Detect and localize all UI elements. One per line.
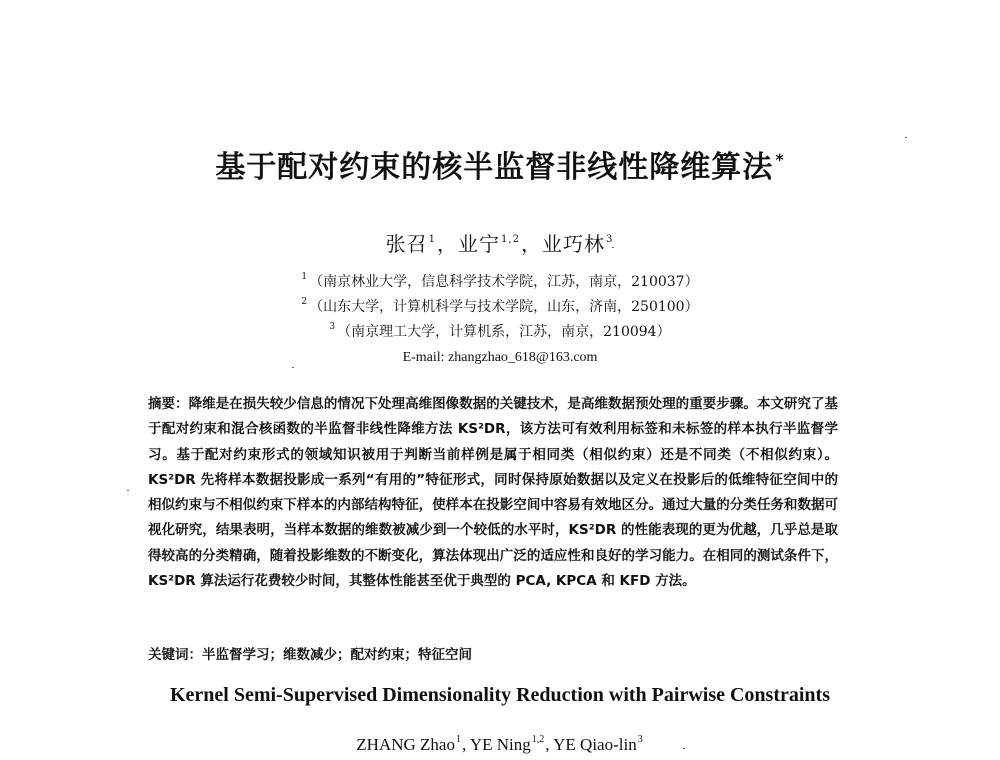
author-cn-1: 张召 — [385, 232, 428, 256]
affiliation-1 — [0, 271, 1000, 291]
author-en-2: YE Ning — [469, 735, 531, 754]
paper-title-cn — [0, 142, 1000, 186]
keywords-label: 关键词： — [148, 647, 202, 663]
scan-speck — [905, 137, 907, 138]
scan-speck — [612, 247, 614, 248]
authors-cn — [0, 228, 1000, 257]
affiliation-2-num: 2 — [301, 297, 308, 307]
affiliation-2-text: （山东大学，计算机科学与技术学院，山东，济南，250100） — [309, 299, 699, 315]
authors-en — [0, 734, 1000, 755]
scan-speck — [683, 748, 685, 749]
affiliation-1-text: （南京林业大学，信息科学技术学院，江苏，南京，210037） — [309, 274, 699, 290]
abstract-label: 摘要： — [148, 396, 189, 412]
affiliation-1-num: 1 — [301, 272, 308, 282]
abstract-text: 降维是在损失较少信息的情况下处理高维图像数据的关键技术，是高维数据预处理的重要步骤。本文研究了基于配对约束和混合核函数的半监督非线性降维方法 KS²DR，该方法可有效利用标签和未标签的样本执行半监督学习。基于配对约束形式的领域知识被用于判断当前样例是属于相同类（相似约束）还是不同类（不相似约束）。KS²DR 先将样本数据投影成一系列“有用的”特征形式，同时保持原始数据以及定义在投影后的低维特征空间中的相似约束与不相似约束下样本的内部结构特征，使样本在投影空间中容易有效地区分。通过大量的分类任务和数据可视化研究，结果表明，当样本数据的维数被减少到一个较低的水平时，KS²DR 的性能表现的更为优越，几乎总是取得较高的分类精确，随着投影维数的不断变化，算法体现出广泛的适应性和良好的学习能力。在相同的测试条件下，KS²DR 算法运行花费较少时间，其整体性能甚至优于典型的 PCA, KPCA 和 KFD 方法。 — [148, 396, 839, 590]
keywords — [148, 643, 838, 663]
scan-speck — [127, 490, 129, 491]
author-en-sep-2: , — [545, 735, 554, 754]
title-cn-text: 基于配对约束的核半监督非线性降维算法 — [215, 150, 774, 185]
contact-email: E-mail: zhangzhao_618@163.com — [402, 350, 598, 365]
affiliation-3-num: 3 — [329, 322, 336, 332]
author-en-sep-1: , — [461, 735, 470, 754]
paper-title-en: Kernel Semi-Supervised Dimensionality Reduction with Pairwise Constraints — [170, 684, 830, 706]
author-en-3: YE Qiao-lin — [553, 735, 637, 754]
scan-speck — [292, 367, 294, 368]
author-en-3-sup: 3 — [637, 734, 643, 745]
affiliation-3 — [0, 321, 1000, 341]
author-cn-3-sup: 3 — [605, 234, 614, 245]
author-cn-2: 业宁 — [458, 232, 501, 256]
affiliation-3-text: （南京理工大学，计算机系，江苏，南京，210094） — [337, 324, 671, 340]
author-cn-1-sup: 1 — [428, 234, 437, 245]
author-en-2-sup: 1,2 — [531, 734, 545, 745]
author-cn-sep-2: ， — [520, 232, 542, 256]
title-footnote-mark: * — [775, 150, 785, 169]
author-cn-2-sup: 1,2 — [501, 234, 520, 245]
keywords-text: 半监督学习；维数减少；配对约束；特征空间 — [202, 647, 472, 663]
author-en-1-sup: 1 — [455, 734, 461, 745]
author-cn-sep-1: ， — [437, 232, 459, 256]
author-cn-3: 业巧林 — [541, 232, 605, 256]
abstract — [148, 392, 838, 594]
author-en-1: ZHANG Zhao — [356, 735, 455, 754]
affiliation-2 — [0, 296, 1000, 316]
